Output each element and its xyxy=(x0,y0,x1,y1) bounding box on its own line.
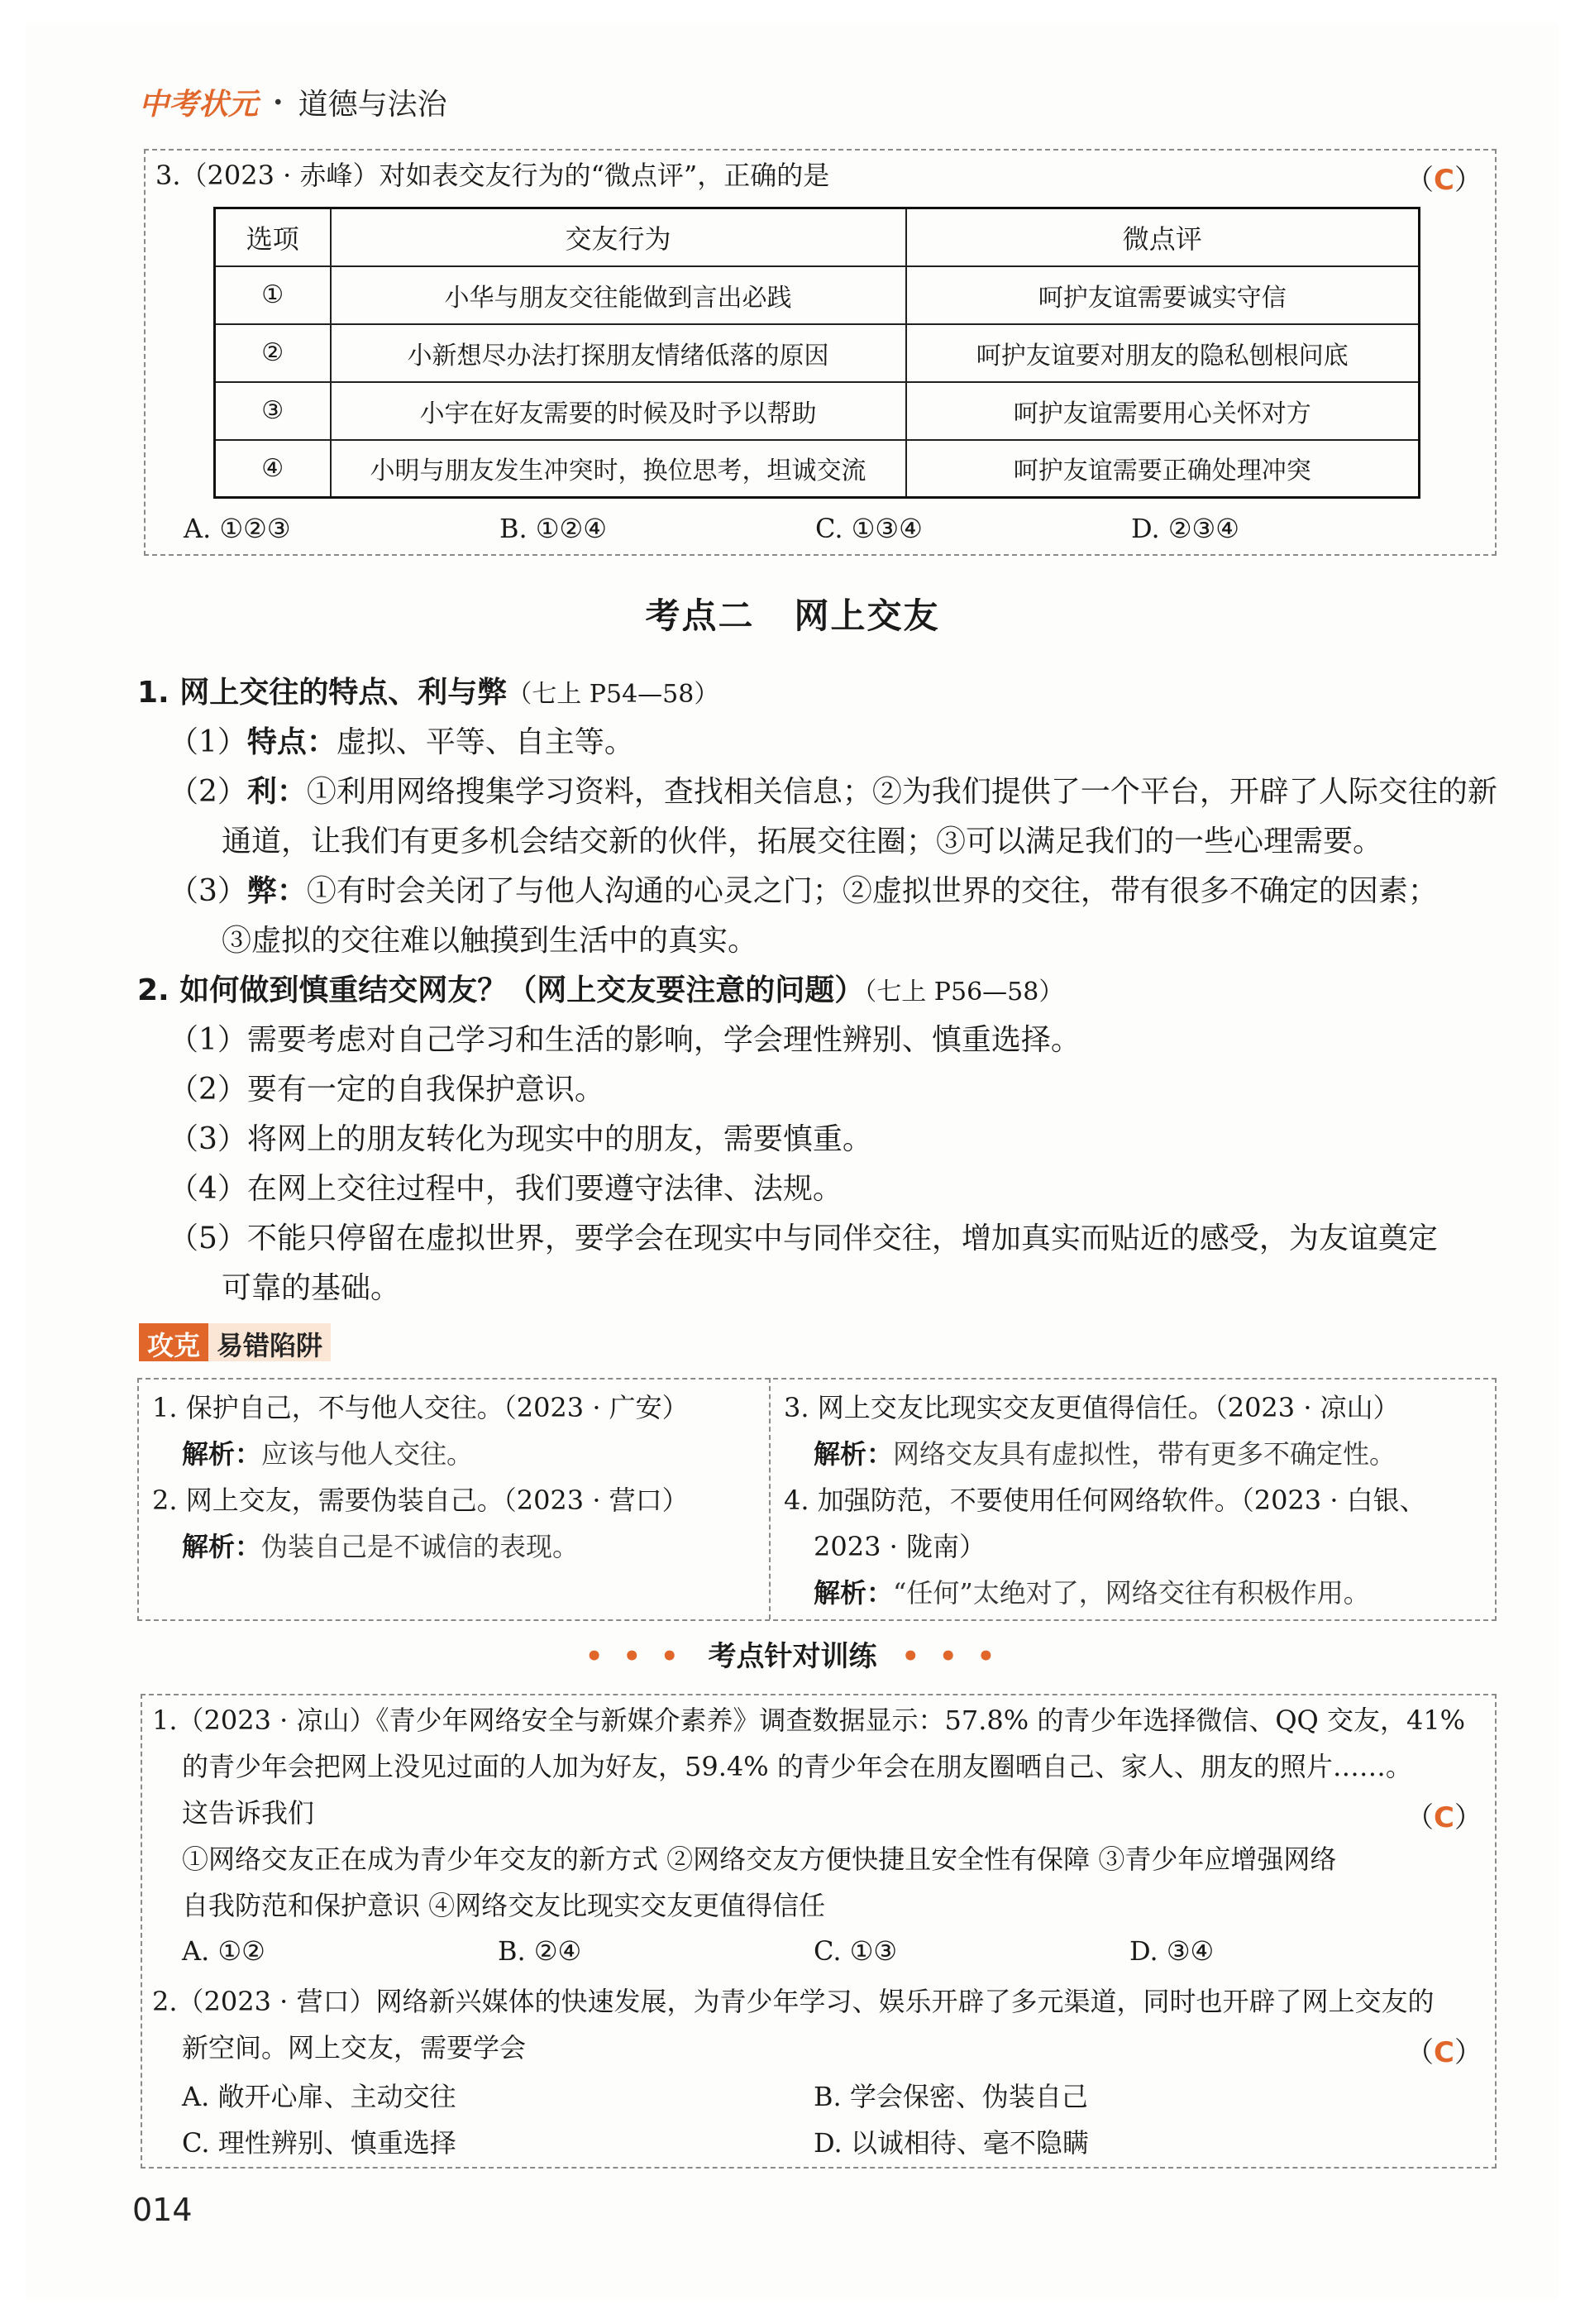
option-a: A. 敞开心扉、主动交往 xyxy=(182,2081,456,2112)
table-cell: 小新想尽办法打探朋友情绪低落的原因 xyxy=(331,324,906,382)
option-c: C. ①③④ xyxy=(815,513,923,544)
section-title: 考点二 网上交友 xyxy=(645,595,940,636)
friendship-table xyxy=(213,207,1420,499)
table-cell: 呵护友谊需要诚实守信 xyxy=(906,266,1420,324)
page-header xyxy=(139,81,447,123)
subject-title: 道德与法治 xyxy=(298,88,447,122)
answer-letter: C xyxy=(1434,1801,1454,1834)
drill-title: • • • 考点针对训练 • • • xyxy=(585,1640,1000,1673)
page-number: 014 xyxy=(132,2192,193,2228)
trap-2: 2. 网上交友，需要伪装自己。（2023 · 营口） xyxy=(152,1485,689,1516)
trap-1: 1. 保护自己，不与他人交往。（2023 · 广安） xyxy=(152,1392,689,1423)
table-cell: 小华与朋友交往能做到言出必践 xyxy=(331,266,906,324)
table-header-cell: 交友行为 xyxy=(331,208,906,266)
table-row xyxy=(215,324,1420,382)
table-header-cell: 微点评 xyxy=(906,208,1420,266)
option-a: A. ①② xyxy=(182,1935,265,1967)
option-a: A. ①②③ xyxy=(184,513,291,544)
table-cell: ③ xyxy=(215,382,331,440)
practice-2-line: 新空间。网上交友，需要学会 xyxy=(182,2032,527,2063)
kp2-item: （3）将网上的朋友转化为现实中的朋友，需要慎重。 xyxy=(169,1122,872,1156)
table-cell: 小宇在好友需要的时候及时予以帮助 xyxy=(331,382,906,440)
option-c: C. ①③ xyxy=(814,1935,898,1967)
practice-1-answer: （C） xyxy=(1406,1801,1482,1834)
option-d: D. 以诚相待、毫不隐瞒 xyxy=(814,2127,1089,2159)
table-cell: ② xyxy=(215,324,331,382)
trap-4-cont: 2023 · 陇南） xyxy=(814,1531,986,1562)
kp2-item: （5）不能只停留在虚拟世界，要学会在现实中与同伴交往，增加真实而贴近的感受，为友谊奠定 xyxy=(169,1222,1438,1255)
kp1-line-1: （1）特点：虚拟、平等、自主等。 xyxy=(169,725,634,759)
option-b: B. ①②④ xyxy=(499,513,607,544)
option-d: D. ②③④ xyxy=(1131,513,1239,544)
answer-letter: C xyxy=(1434,2036,1454,2069)
trap-tag-title: 易错陷阱 xyxy=(208,1323,331,1361)
kp1-title: 1. 网上交往的特点、利与弊（七上 P54—58） xyxy=(137,676,719,710)
trap-divider xyxy=(769,1378,771,1619)
kp1-line-2: （2）利：①利用网络搜集学习资料，查找相关信息；②为我们提供了一个平台，开辟了人际交往的新 xyxy=(169,775,1497,809)
kp2-item: （1）需要考虑对自己学习和生活的影响，学会理性辨别、慎重选择。 xyxy=(169,1023,1081,1057)
dots-right: • • • xyxy=(901,1640,1000,1673)
trap-4-explain: 解析：“任何”太绝对了，网络交往有积极作用。 xyxy=(814,1577,1370,1609)
kp2-title: 2. 如何做到慎重结交网友？（网上交友要注意的问题）（七上 P56—58） xyxy=(137,973,1064,1007)
table-header-row xyxy=(215,208,1420,266)
table-row xyxy=(215,440,1420,498)
table-row xyxy=(215,266,1420,324)
practice-1-line: 1.（2023 · 凉山）《青少年网络安全与新媒介素养》调查数据显示：57.8% 的青少年选择微信、QQ 交友，41% xyxy=(152,1705,1466,1736)
option-d: D. ③④ xyxy=(1129,1935,1215,1967)
table-row xyxy=(215,382,1420,440)
kp2-item: 可靠的基础。 xyxy=(222,1271,401,1305)
practice-1-line: 这告诉我们 xyxy=(182,1797,315,1829)
table-cell: 呵护友谊需要用心关怀对方 xyxy=(906,382,1420,440)
trap-tag xyxy=(139,1323,331,1361)
kp1-line-3b: ③虚拟的交往难以触摸到生活中的真实。 xyxy=(222,924,758,958)
trap-tag-label: 攻克 xyxy=(139,1323,208,1361)
option-b: B. 学会保密、伪装自己 xyxy=(814,2081,1088,2112)
trap-2-explain: 解析：伪装自己是不诚信的表现。 xyxy=(182,1531,580,1562)
practice-1-line: 自我防范和保护意识 ④网络交友比现实交友更值得信任 xyxy=(182,1890,826,1921)
trap-1-explain: 解析：应该与他人交往。 xyxy=(182,1438,474,1470)
question-3-stem: 3.（2023 · 赤峰）对如表交友行为的“微点评”，正确的是 xyxy=(155,160,830,191)
practice-2-answer: （C） xyxy=(1406,2036,1482,2069)
table-cell: ① xyxy=(215,266,331,324)
kp2-item: （2）要有一定的自我保护意识。 xyxy=(169,1073,604,1107)
trap-4: 4. 加强防范，不要使用任何网络软件。（2023 · 白银、 xyxy=(784,1485,1426,1516)
table-cell: 小明与朋友发生冲突时，换位思考，坦诚交流 xyxy=(331,440,906,498)
option-b: B. ②④ xyxy=(498,1935,582,1967)
kp1-line-3: （3）弊：①有时会关闭了与他人沟通的心灵之门；②虚拟世界的交往，带有很多不确定的因素； xyxy=(169,874,1438,908)
table-cell: ④ xyxy=(215,440,331,498)
kp2-item: （4）在网上交往过程中，我们要遵守法律、法规。 xyxy=(169,1172,843,1206)
table-cell: 呵护友谊需要正确处理冲突 xyxy=(906,440,1420,498)
question-3-answer: （C） xyxy=(1406,164,1482,197)
practice-2-line: 2.（2023 · 营口）网络新兴媒体的快速发展，为青少年学习、娱乐开辟了多元渠道，同时也开辟了网上交友的 xyxy=(152,1986,1435,2017)
option-c: C. 理性辨别、慎重选择 xyxy=(182,2127,456,2159)
header-separator: · xyxy=(273,84,284,120)
trap-3: 3. 网上交友比现实交友更值得信任。（2023 · 凉山） xyxy=(784,1392,1400,1423)
brand-logo: 中考状元 xyxy=(139,88,259,122)
table-cell: 呵护友谊要对朋友的隐私刨根问底 xyxy=(906,324,1420,382)
practice-1-line: 的青少年会把网上没见过面的人加为好友，59.4% 的青少年会在朋友圈晒自己、家人、朋友的照片……。 xyxy=(182,1751,1412,1782)
answer-letter: C xyxy=(1434,164,1454,197)
trap-3-explain: 解析：网络交友具有虚拟性，带有更多不确定性。 xyxy=(814,1438,1396,1470)
table-header-cell: 选项 xyxy=(215,208,331,266)
practice-1-line: ①网络交友正在成为青少年交友的新方式 ②网络交友方便快捷且安全性有保障 ③青少年应增强网络 xyxy=(182,1843,1337,1875)
dots-left: • • • xyxy=(585,1640,684,1673)
kp1-line-2b: 通道，让我们有更多机会结交新的伙伴，拓展交往圈；③可以满足我们的一些心理需要。 xyxy=(222,825,1383,858)
